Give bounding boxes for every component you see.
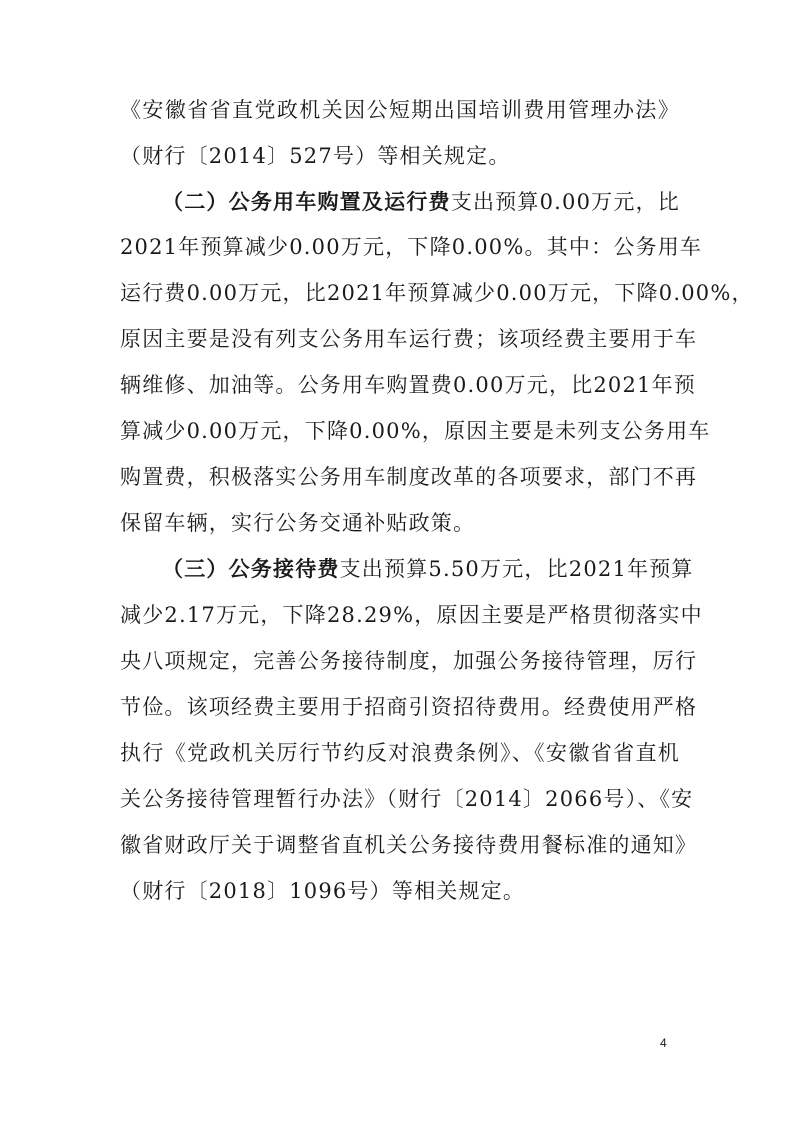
body-line: 节俭。该项经费主要用于招商引资招待费用。经费使用严格 bbox=[120, 695, 698, 719]
body-line: 央八项规定，完善公务接待制度，加强公务接待管理，厉行 bbox=[120, 649, 698, 673]
body-line: 关公务接待管理暂行办法》（财行〔2014〕2066号）、《安 bbox=[120, 787, 694, 811]
body-line: （财行〔2018〕1096号）等相关规定。 bbox=[120, 879, 526, 903]
body-line: 算减少0.00万元，下降0.00%，原因主要是未列支公务用车 bbox=[120, 419, 711, 443]
body-text: 支出预算5.50万元，比2021年预算 bbox=[339, 557, 694, 581]
body-line: 徽省财政厅关于调整省直机关公务接待费用餐标准的通知》 bbox=[120, 833, 698, 857]
body-line: 保留车辆，实行公务交通补贴政策。 bbox=[120, 511, 476, 535]
section-heading: （二）公务用车购置及运行费 bbox=[162, 189, 451, 214]
body-line: 辆维修、加油等。公务用车购置费0.00万元，比2021年预 bbox=[120, 373, 696, 397]
body-line: 2021年预算减少0.00万元，下降0.00%。其中：公务用车 bbox=[120, 235, 703, 259]
body-line: 原因主要是没有列支公务用车运行费；该项经费主要用于车 bbox=[120, 327, 698, 351]
body-line: 运行费0.00万元，比2021年预算减少0.00万元，下降0.00%， bbox=[120, 281, 754, 305]
body-line: 执行《党政机关厉行节约反对浪费条例》、《安徽省省直机 bbox=[120, 741, 680, 765]
body-text: 支出预算0.00万元，比 bbox=[450, 190, 680, 214]
body-line: 《安徽省省直党政机关因公短期出国培训费用管理办法》 bbox=[120, 98, 680, 122]
body-line: 减少2.17万元，下降28.29%，原因主要是严格贯彻落实中 bbox=[120, 603, 703, 627]
section-heading: （三）公务接待费 bbox=[162, 556, 340, 581]
page-number: 4 bbox=[660, 1036, 667, 1050]
paragraph-line-with-heading bbox=[162, 187, 680, 217]
body-line: （财行〔2014〕527号）等相关规定。 bbox=[120, 144, 511, 168]
body-line: 购置费，积极落实公务用车制度改革的各项要求，部门不再 bbox=[120, 465, 698, 489]
paragraph-line-with-heading bbox=[162, 554, 694, 584]
